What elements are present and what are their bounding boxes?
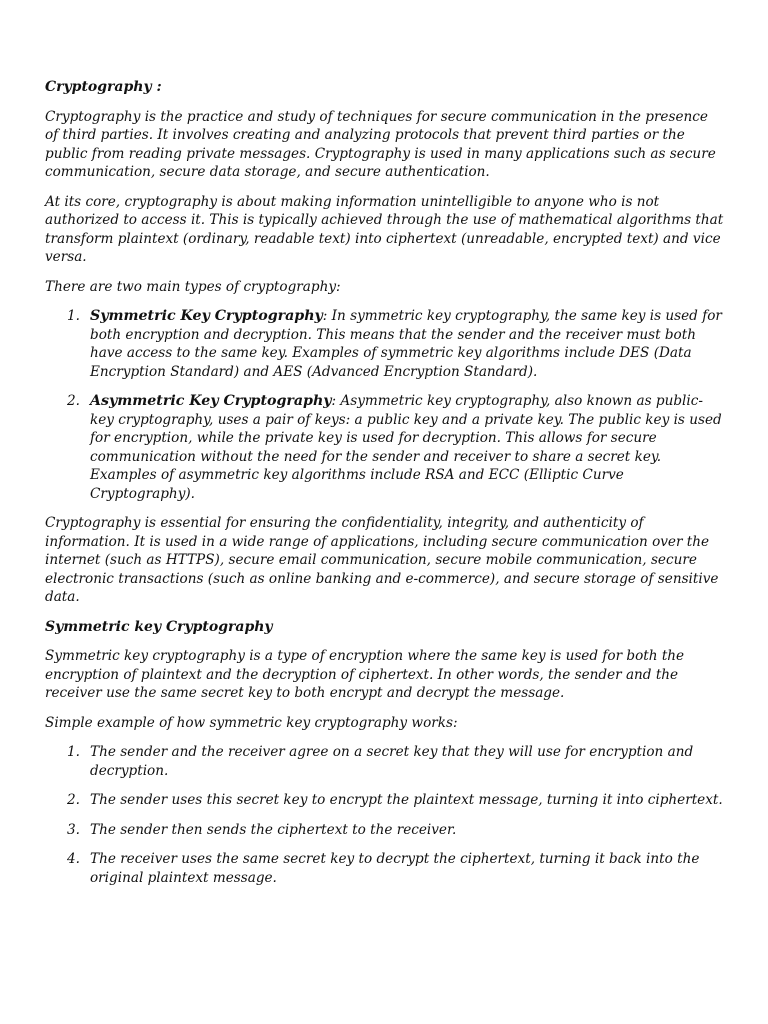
step-text: The receiver uses the same secret key to decrypt the ciphertext, turning it back into the original plaintext message. bbox=[90, 851, 700, 886]
step-text: The sender uses this secret key to encrypt the plaintext message, turning it into ciphertext. bbox=[90, 792, 723, 808]
list-number: 4. bbox=[67, 851, 80, 867]
core-paragraph: At its core, cryptography is about making information unintelligible to anyone who is not authorized to access it. This is typically achieved through the use of mathematical algorithms that transform plaintext (ordinary, readable text) into ciphertext (unreadable, encrypted text) and vice versa. bbox=[45, 193, 724, 265]
list-item bbox=[45, 821, 725, 840]
list-number: 2. bbox=[67, 792, 80, 808]
term-asymmetric: Asymmetric Key Cryptography bbox=[90, 393, 332, 409]
list-number: 2. bbox=[67, 393, 80, 409]
list-item bbox=[45, 791, 725, 810]
list-number: 3. bbox=[67, 821, 80, 838]
list-item bbox=[45, 307, 725, 381]
list-item bbox=[45, 392, 725, 503]
steps-list bbox=[45, 743, 725, 887]
types-intro-paragraph: There are two main types of cryptography: bbox=[45, 278, 341, 295]
document-page bbox=[45, 78, 725, 898]
intro-paragraph: Cryptography is the practice and study of techniques for secure communication in the presence of third parties. It involves creating and analyzing protocols that prevent third parties or the public from reading private messages. Cryptography is used in many applications such as secure communication, secure data storage, and secure authentication. bbox=[45, 108, 716, 180]
list-number: 1. bbox=[67, 308, 80, 324]
cryptography-types-list bbox=[45, 307, 725, 503]
step-text: The sender and the receiver agree on a secret key that they will use for encryption and decryption. bbox=[90, 744, 694, 779]
list-item bbox=[45, 743, 725, 780]
term-description: : Asymmetric key cryptography, also known as public-key cryptography, uses a pair of keys: a public key and a private key. The public key is used for encryption, while the private key is used for decryption. This allows for secure communication without the need for the sender and receiver to share a secret key. Examples of asymmetric key algorithms include RSA and ECC (Elliptic Curve Cryptography). bbox=[90, 393, 722, 502]
closing-paragraph: Cryptography is essential for ensuring the confidentiality, integrity, and authenticity of information. It is used in a wide range of applications, including secure communication over the internet (such as HTTPS), secure email communication, secure mobile communication, secure electronic transactions (such as online banking and e-commerce), and secure storage of sensitive data. bbox=[45, 515, 719, 605]
term-description: : In symmetric key cryptography, the same key is used for both encryption and decryption. This means that the sender and the receiver must both have access to the same key. Examples of symmetric key algorithms include DES (Data Encryption Standard) and AES (Advanced Encryption Standard). bbox=[90, 308, 722, 380]
step-text: The sender then sends the ciphertext to the receiver. bbox=[90, 821, 457, 838]
page-title: Cryptography : bbox=[45, 79, 162, 95]
symmetric-definition-paragraph: Symmetric key cryptography is a type of encryption where the same key is used for both the encryption of plaintext and the decryption of ciphertext. In other words, the sender and the receiver use the same secret key to both encrypt and decrypt the message. bbox=[45, 648, 685, 701]
list-number: 1. bbox=[67, 744, 80, 760]
list-item bbox=[45, 850, 725, 887]
example-intro-paragraph: Simple example of how symmetric key cryptography works: bbox=[45, 714, 458, 731]
section-heading: Symmetric key Cryptography bbox=[45, 618, 273, 635]
term-symmetric: Symmetric Key Cryptography bbox=[90, 308, 323, 324]
